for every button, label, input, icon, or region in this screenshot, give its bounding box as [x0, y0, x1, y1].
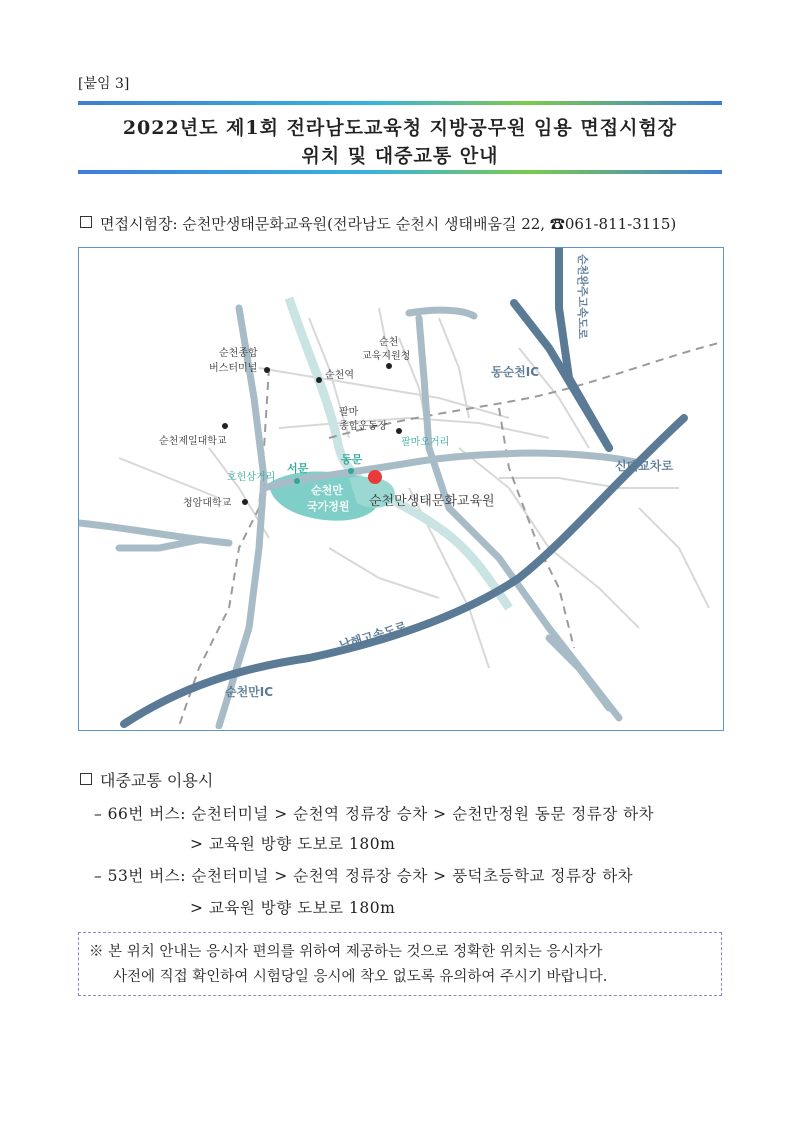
minor-streets	[119, 308, 709, 668]
transit-heading-text: 대중교통 이용시	[100, 771, 214, 790]
checkbox-bullet-icon	[80, 773, 92, 785]
venue-text: 면접시험장: 순천만생태문화교육원(전라남도 순천시 생태배움길 22, ☎061-811-3115)	[100, 215, 677, 233]
label-palma-1: 팔마	[339, 407, 359, 418]
title-bottom-rule	[78, 170, 722, 174]
label-expressway-north: 순천완주고속도로	[576, 254, 589, 340]
bus-66-line-1: – 66번 버스: 순천터미널 > 순천역 정류장 승차 > 순천만정원 동문 정류장 하차	[94, 805, 655, 823]
label-jeil-college: 순천제일대학교	[159, 436, 227, 447]
label-station: 순천역	[325, 370, 354, 381]
bus-53-line-1: – 53번 버스: 순천터미널 > 순천역 정류장 승차 > 풍덕초등학교 정류장 하차	[94, 867, 634, 885]
label-palma-junction: 팔마오거리	[401, 437, 450, 448]
label-garden-1: 순천만	[311, 484, 343, 497]
label-suncheonman-ic: 순천만IC	[225, 685, 274, 699]
label-sindae: 신대교차로	[615, 459, 673, 473]
bus-53-line-2: > 교육원 방향 도보로 180m	[190, 899, 396, 917]
label-cheongam: 청암대학교	[183, 498, 232, 509]
notice-line-1: ※ 본 위치 안내는 응시자 편의를 위하여 제공하는 것으로 정확한 위치는 응시자가	[89, 944, 603, 960]
notice-line-2: 사전에 직접 확인하여 시험당일 응시에 착오 없도록 유의하여 주시기 바랍니다.	[113, 969, 608, 985]
label-office-1: 순천	[379, 337, 399, 348]
label-palma-2: 종합운동장	[339, 421, 388, 432]
location-map	[78, 247, 724, 731]
map-canvas	[79, 248, 722, 729]
label-terminal-1: 순천종합	[219, 348, 258, 359]
destination-marker	[368, 470, 382, 484]
label-west-gate: 서문	[287, 462, 309, 475]
bus-66-line-2: > 교육원 방향 도보로 180m	[190, 835, 396, 853]
venue-info	[80, 213, 676, 234]
notice-box	[78, 932, 722, 996]
expressways	[124, 248, 684, 724]
title-line-2: 위치 및 대중교통 안내	[301, 145, 499, 167]
label-hohyeon: 호헌삼거리	[227, 472, 276, 483]
checkbox-bullet-icon	[80, 216, 92, 228]
label-namhae: 남해고속도로	[337, 619, 409, 653]
title-top-rule	[78, 101, 722, 105]
page-title	[78, 114, 722, 170]
label-terminal-2: 버스터미널	[209, 363, 258, 374]
label-garden-2: 국가정원	[307, 500, 350, 513]
label-office-2: 교육지원청	[362, 351, 411, 362]
label-dongsuncheon-ic: 동순천IC	[491, 365, 540, 379]
label-destination: 순천만생태문화교육원	[369, 494, 495, 509]
label-east-gate: 동문	[341, 453, 363, 466]
attachment-label: [붙임 3]	[78, 76, 130, 92]
transit-heading	[80, 768, 213, 791]
title-line-1: 2022년도 제1회 전라남도교육청 지방공무원 임용 면접시험장	[122, 117, 678, 139]
